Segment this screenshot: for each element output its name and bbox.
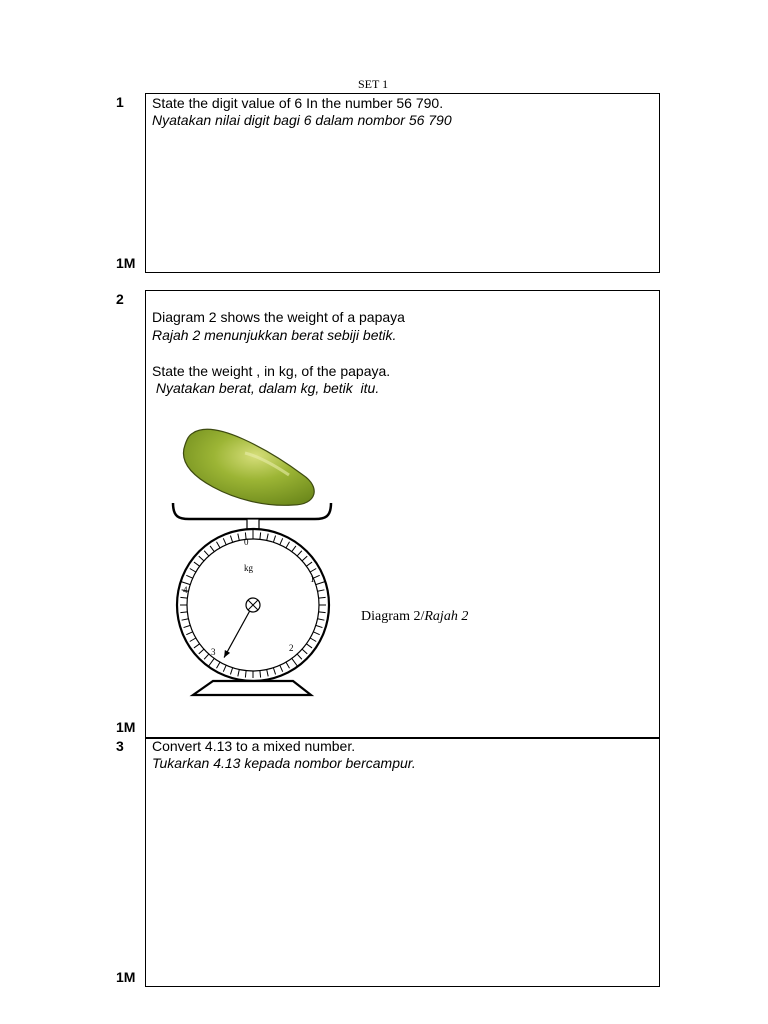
dial-label-1: 1 [310,574,315,584]
papaya-icon [183,429,314,505]
question-1-text-ms: Nyatakan nilai digit bagi 6 dalam nombor 56 790 [152,112,452,128]
dial-unit: kg [244,563,253,573]
question-3-number: 3 [116,738,124,754]
question-2-number: 2 [116,291,124,307]
dial-label-4: 4 [183,585,188,595]
question-1-text-en: State the digit value of 6 In the number 56 790. [152,95,444,111]
question-2-text-en-1: Diagram 2 shows the weight of a papaya [152,309,405,325]
question-2-text-ms-1: Rajah 2 menunjukkan berat sebiji betik. [152,327,397,343]
question-2-text-en-2: State the weight , in kg, of the papaya. [152,363,391,379]
dial-label-3: 3 [211,647,216,657]
dial-label-0: 0 [244,537,249,547]
question-3-text-en: Convert 4.13 to a mixed number. [152,738,356,754]
question-3-box [145,737,660,987]
question-2-mark: 1M [116,719,136,735]
question-3-text-ms: Tukarkan 4.13 kepada nombor bercampur. [152,755,416,771]
question-1-number: 1 [116,94,124,110]
dial-label-2: 2 [289,643,294,653]
diagram-2-caption [361,609,468,625]
diagram-2-caption-ms: Rajah 2 [424,609,469,624]
question-1-mark: 1M [116,255,136,271]
scale-base [193,681,311,695]
papaya-scale-diagram [165,425,340,700]
diagram-2-caption-en: Diagram 2/ [361,609,425,624]
set-label: SET 1 [358,77,389,91]
question-3-mark: 1M [116,969,136,985]
question-2-text-ms-2: Nyatakan berat, dalam kg, betik itu. [152,380,380,396]
scale-pan [173,503,331,519]
